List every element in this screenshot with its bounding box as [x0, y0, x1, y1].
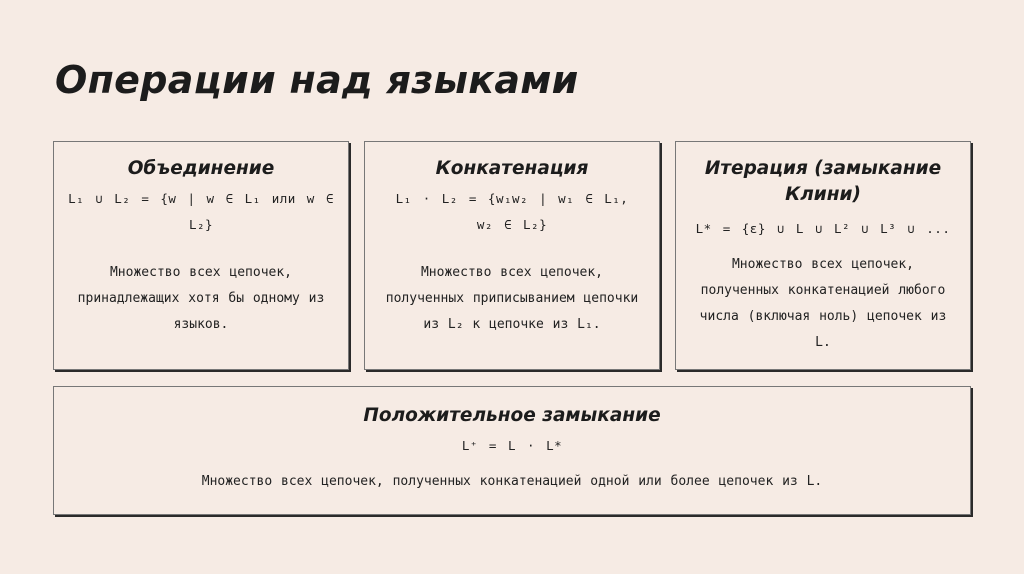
- card-union: [53, 141, 349, 370]
- card-kleene-closure: [675, 141, 971, 370]
- card-title: Конкатенация: [435, 158, 589, 179]
- card-title: Объединение: [127, 158, 275, 179]
- card-concatenation: [364, 141, 660, 370]
- card-description: Множество всех цепочек, полученных приписыванием цепочки из L₂ к цепочке из L₁.: [385, 265, 639, 332]
- card-description: Множество всех цепочек, принадлежащих хотя бы одному из языков.: [77, 265, 325, 332]
- card-formula: L⁺ = L · L*: [461, 438, 563, 453]
- card-description: Множество всех цепочек, полученных конкатенацией любого числа (включая ноль) цепочек из L.: [699, 257, 947, 350]
- card-positive-closure: [53, 386, 971, 515]
- card-formula: L₁ · L₂ = {w₁w₂ | w₁ ∈ L₁, w₂ ∈ L₂}: [395, 191, 629, 232]
- card-title: Итерация (замыкание Клини): [704, 158, 942, 205]
- slide-title: Операции над языками: [55, 58, 579, 102]
- card-formula: L* = {ε} ∪ L ∪ L² ∪ L³ ∪ ...: [695, 221, 951, 236]
- card-description: Множество всех цепочек, полученных конкатенацией одной или более цепочек из L.: [201, 474, 823, 489]
- card-formula: L₁ ∪ L₂ = {w | w ∈ L₁ или w ∈ L₂}: [68, 191, 334, 232]
- card-title: Положительное замыкание: [363, 405, 661, 426]
